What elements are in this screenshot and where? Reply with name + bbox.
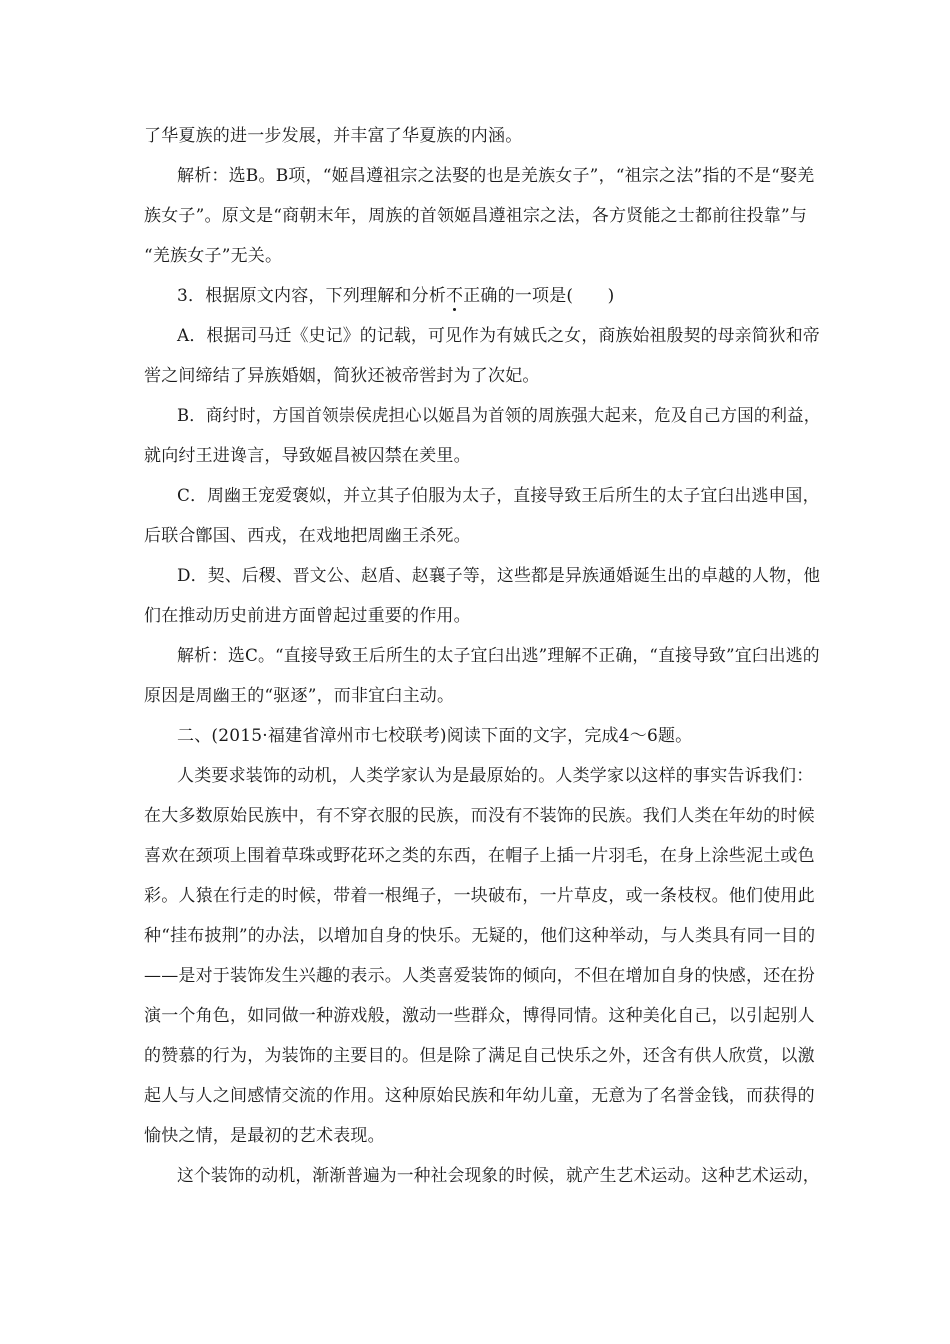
text-line: A．根据司马迁《史记》的记载，可见作为有娀氏之女，商族始祖殷契的母亲简狄和帝 [177, 326, 820, 346]
text-line: 们在推动历史前进方面曾起过重要的作用。 [144, 606, 471, 626]
text-line: 演一个角色，如同做一种游戏般，激动一些群众，博得同情。这种美化自己，以引起别人 [144, 1006, 815, 1026]
question-3-stem-post: 正确的一项是( ) [463, 286, 615, 306]
text-line: 人类要求装饰的动机，人类学家认为是最原始的。人类学家以这样的事实告诉我们： [177, 766, 814, 786]
text-line: “羌族女子”无关。 [144, 246, 283, 266]
text-line: 彩。人猿在行走的时候，带着一根绳子，一块破布，一片草皮，或一条枝杈。他们使用此 [144, 886, 815, 906]
text-line: 族女子”。原文是“商朝末年，周族的首领姬昌遵祖宗之法，各方贤能之士都前往投靠”与 [144, 206, 808, 226]
text-line: ——是对于装饰发生兴趣的表示。人类喜爱装饰的倾向，不但在增加自身的快感，还在扮 [144, 966, 815, 986]
text-line: 后联合鄫国、西戎，在戏地把周幽王杀死。 [144, 526, 471, 546]
question-3-stem [177, 285, 614, 307]
text-line: D．契、后稷、晋文公、赵盾、赵襄子等，这些都是异族通婚诞生出的卓越的人物，他 [177, 566, 821, 586]
section-heading: 二、(2015·福建省漳州市七校联考)阅读下面的文字，完成4～6题。 [177, 726, 693, 746]
text-line: B．商纣时，方国首领崇侯虎担心以姬昌为首领的周族强大起来，危及自己方国的利益， [177, 406, 821, 426]
text-line: 的赞慕的行为，为装饰的主要目的。但是除了满足自己快乐之外，还含有供人欣赏，以激 [144, 1046, 815, 1066]
text-line: 解析：选B。B项，“姬昌遵祖宗之法娶的也是羌族女子”，“祖宗之法”指的不是“娶羌 [177, 166, 815, 186]
text-line: 解析：选C。“直接导致王后所生的太子宜臼出逃”理解不正确，“直接导致”宜臼出逃的 [177, 646, 820, 666]
text-line: 在大多数原始民族中，有不穿衣服的民族，而没有不装饰的民族。我们人类在年幼的时候 [144, 806, 815, 826]
text-line: 了华夏族的进一步发展，并丰富了华夏族的内涵。 [144, 126, 523, 146]
text-line: 起人与人之间感情交流的作用。这种原始民族和年幼儿童，无意为了名誉金钱，而获得的 [144, 1086, 815, 1106]
question-3-stem-pre: 3．根据原文内容，下列理解和分析 [177, 286, 447, 306]
text-line: 喾之间缔结了异族婚姻，简狄还被帝喾封为了次妃。 [144, 366, 540, 386]
text-line: C．周幽王宠爱褒姒，并立其子伯服为太子，直接导致王后所生的太子宜臼出逃申国， [177, 486, 820, 506]
text-line: 喜欢在颈项上围着草珠或野花环之类的东西，在帽子上插一片羽毛，在身上涂些泥土或色 [144, 846, 815, 866]
text-line: 原因是周幽王的“驱逐”，而非宜臼主动。 [144, 686, 455, 706]
text-line: 这个装饰的动机，渐渐普遍为一种社会现象的时候，就产生艺术运动。这种艺术运动， [177, 1166, 820, 1186]
text-line: 就向纣王进谗言，导致姬昌被囚禁在羑里。 [144, 446, 471, 466]
text-line: 种“挂布披荆”的办法，以增加自身的快乐。无疑的，他们这种举动，与人类具有同一目的 [144, 926, 816, 946]
text-line: 愉快之情，是最初的艺术表现。 [144, 1126, 385, 1146]
emphasis-dot-char: 不 [446, 286, 464, 306]
